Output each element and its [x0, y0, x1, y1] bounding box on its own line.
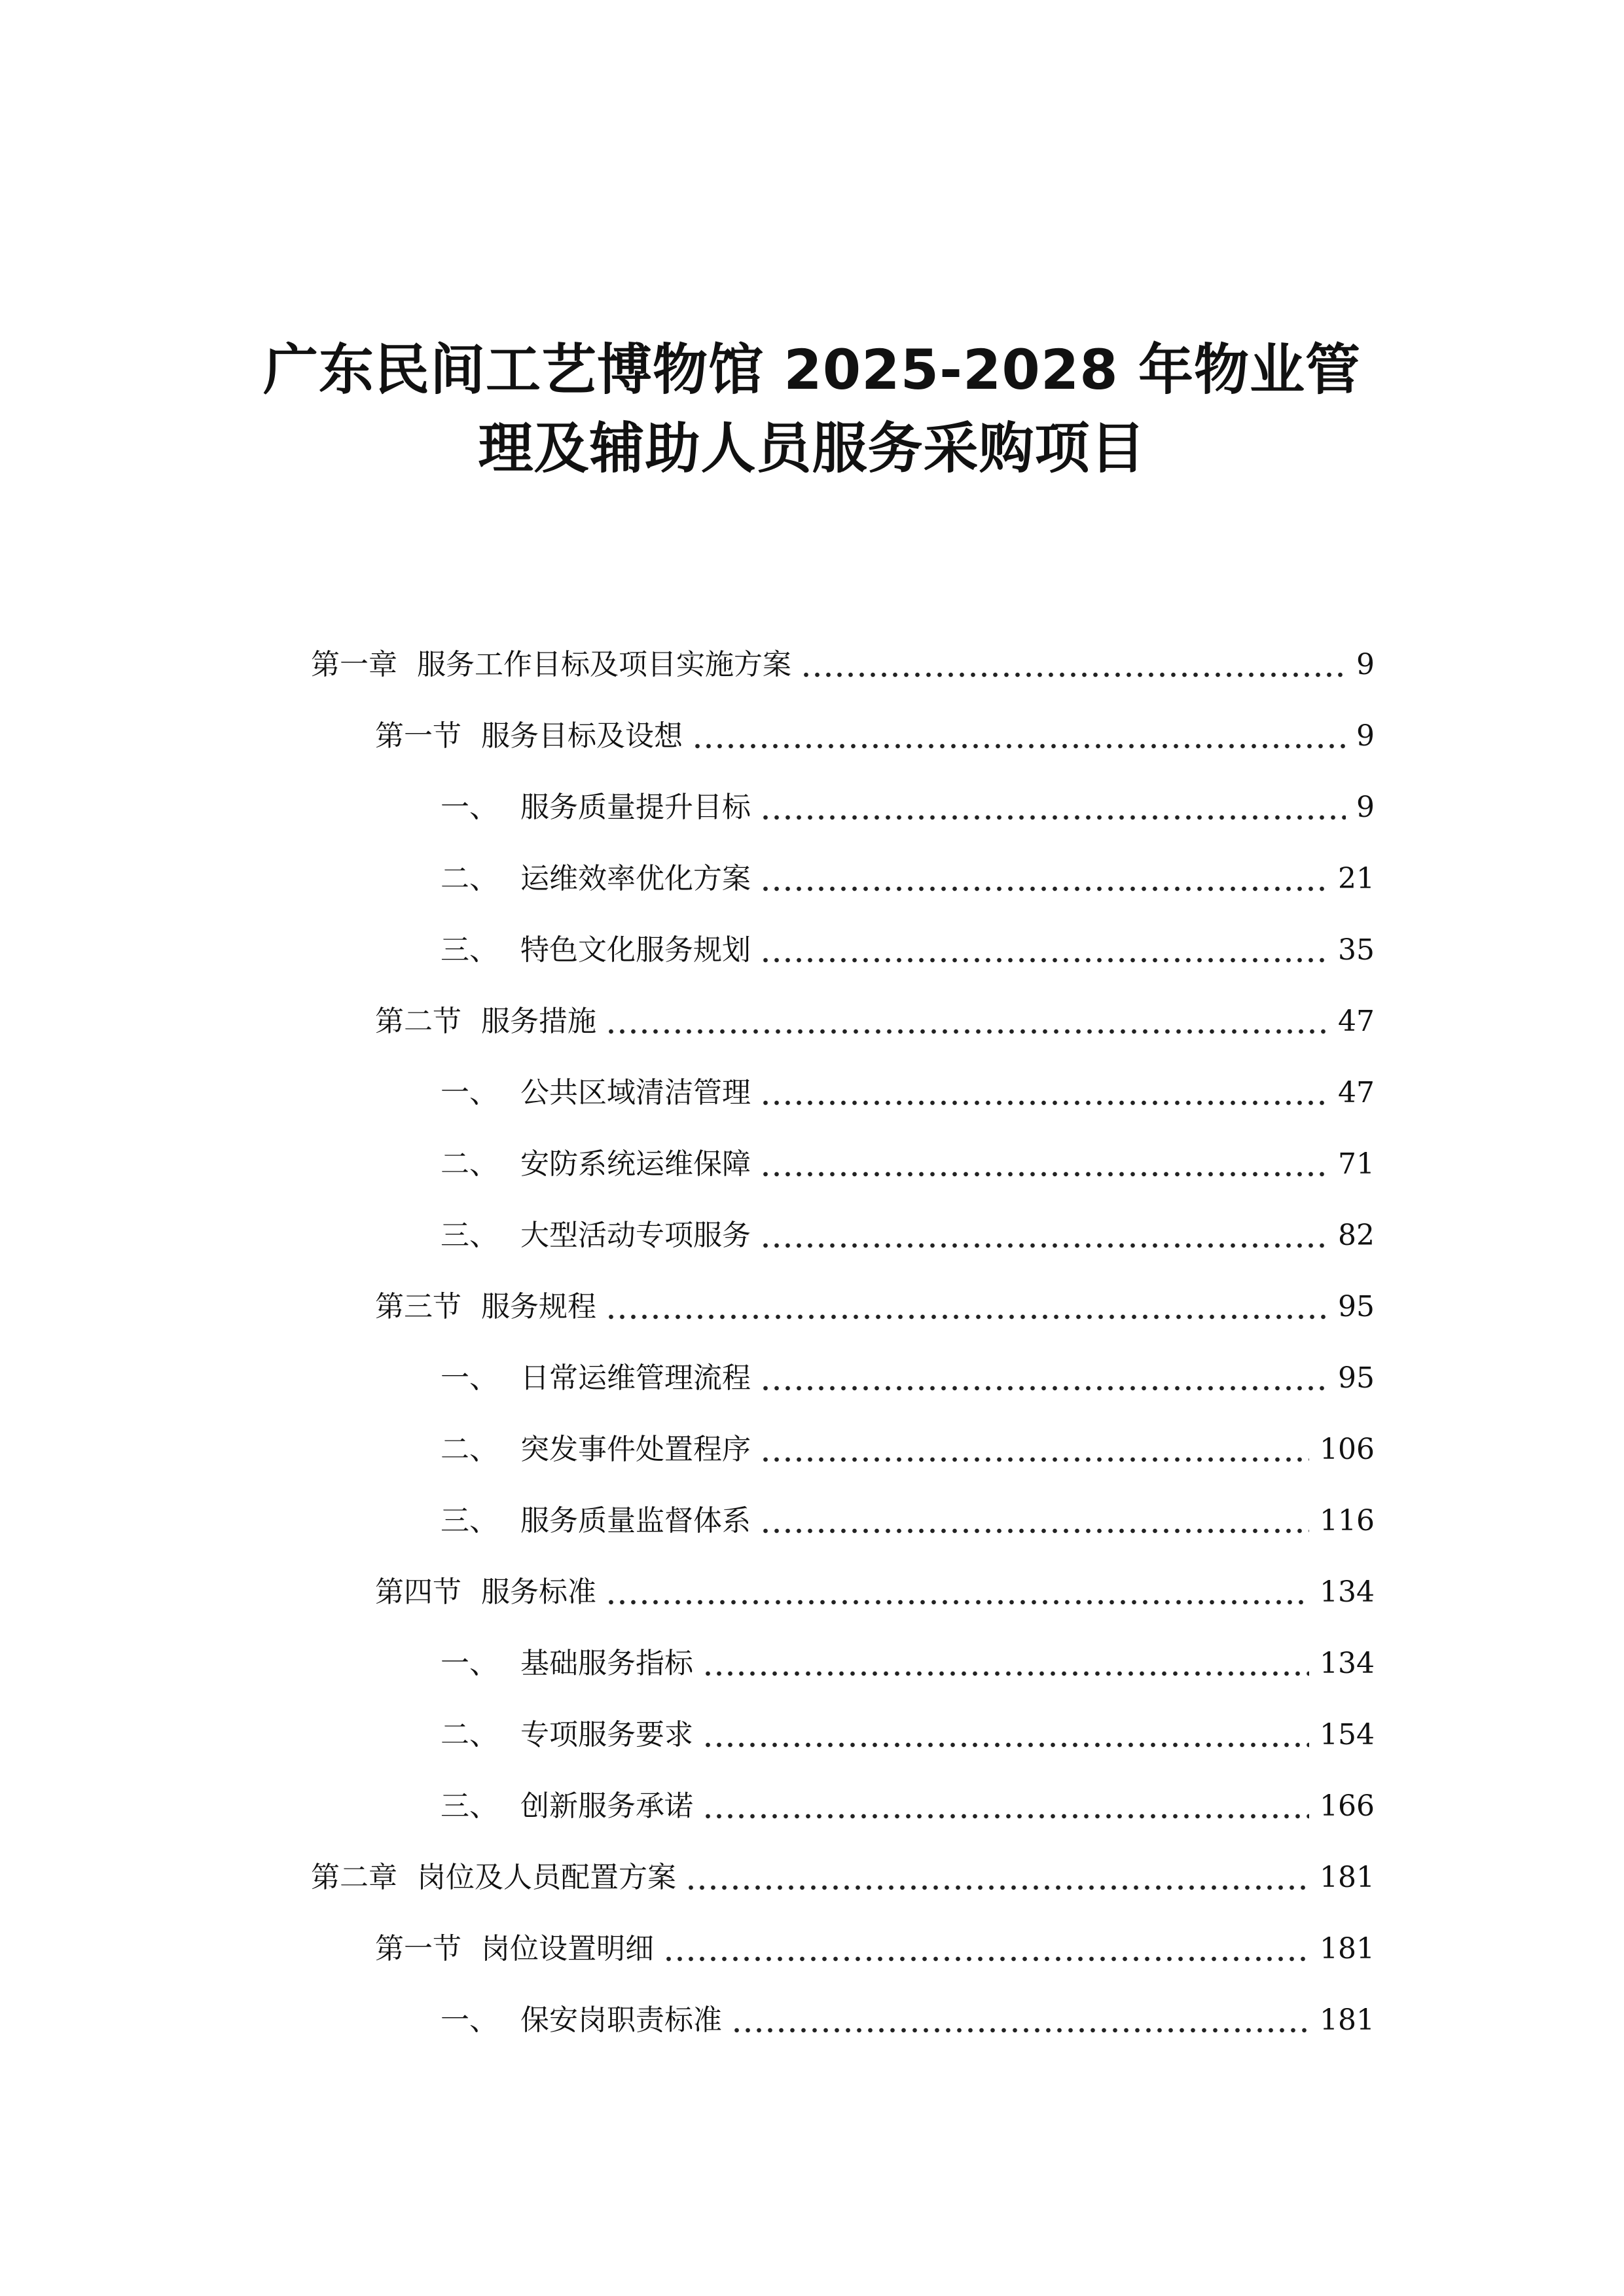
toc-entry-number: 第一章 — [311, 648, 397, 681]
toc-page-number: 35 — [1338, 933, 1375, 967]
toc-dot-leader — [760, 1210, 1327, 1262]
toc-entry-number: 三、 — [441, 1504, 498, 1537]
toc-entry-number: 二、 — [441, 862, 498, 895]
toc-entry-level-2[interactable] — [375, 1281, 1375, 1333]
toc-entry-number: 第四节 — [375, 1575, 461, 1609]
toc-page-number: 154 — [1320, 1718, 1375, 1751]
toc-dot-leader — [702, 1709, 1309, 1761]
toc-dot-leader — [663, 1923, 1309, 1975]
toc-page-number: 9 — [1356, 648, 1375, 681]
toc-dot-leader — [760, 924, 1327, 977]
toc-entry-level-3[interactable] — [441, 1424, 1375, 1476]
toc-entry-number: 一、 — [441, 1076, 498, 1109]
toc-entry-title: 服务措施 — [481, 1005, 596, 1038]
toc-dot-leader — [760, 1067, 1327, 1119]
toc-page-number: 21 — [1338, 862, 1375, 895]
toc-entry-level-3[interactable] — [441, 1638, 1375, 1690]
toc-entry-title: 创新服务承诺 — [520, 1789, 693, 1823]
toc-entry-level-3[interactable] — [441, 781, 1375, 834]
toc-entry-level-2[interactable] — [375, 1566, 1375, 1619]
toc-entry-title: 保安岗职责标准 — [520, 2003, 722, 2037]
toc-entry-number: 二、 — [441, 1718, 498, 1751]
toc-dot-leader — [731, 1994, 1309, 2047]
toc-entry-number: 第一节 — [375, 719, 461, 753]
toc-entry-level-1[interactable] — [311, 1852, 1375, 1904]
toc-entry-level-3[interactable] — [441, 1067, 1375, 1119]
toc-entry-number: 三、 — [441, 1219, 498, 1252]
toc-dot-leader — [801, 639, 1346, 691]
toc-entry-level-3[interactable] — [441, 1709, 1375, 1761]
toc-entry-number: 二、 — [441, 1147, 498, 1181]
toc-dot-leader — [760, 1495, 1309, 1547]
toc-entry-title: 服务工作目标及项目实施方案 — [417, 648, 791, 681]
toc-dot-leader — [760, 781, 1346, 834]
toc-entry-number: 第二章 — [311, 1861, 397, 1894]
toc-page-number: 95 — [1338, 1361, 1375, 1395]
toc-entry-number: 第一节 — [375, 1932, 461, 1965]
toc-page-number: 181 — [1320, 2003, 1375, 2037]
page-title — [0, 331, 1624, 488]
toc-entry-title: 服务标准 — [481, 1575, 596, 1609]
toc-page-number: 106 — [1320, 1433, 1375, 1466]
toc-entry-level-3[interactable] — [441, 1495, 1375, 1547]
toc-dot-leader — [760, 853, 1327, 905]
toc-dot-leader — [760, 1138, 1327, 1191]
toc-entry-title: 公共区域清洁管理 — [520, 1076, 751, 1109]
toc-page-number: 181 — [1320, 1932, 1375, 1965]
title-line-1: 广东民间工艺博物馆 2025-2028 年物业管 — [263, 338, 1361, 402]
toc-entry-number: 第三节 — [375, 1290, 461, 1323]
toc-dot-leader — [702, 1780, 1309, 1833]
toc-entry-title: 突发事件处置程序 — [520, 1433, 751, 1466]
toc-entry-level-1[interactable] — [311, 639, 1375, 691]
title-line-2: 理及辅助人员服务采购项目 — [478, 416, 1146, 480]
toc-page-number: 82 — [1338, 1219, 1375, 1252]
toc-entry-title: 基础服务指标 — [520, 1647, 693, 1680]
toc-entry-title: 服务质量提升目标 — [520, 791, 751, 824]
toc-entry-level-3[interactable] — [441, 1138, 1375, 1191]
toc-dot-leader — [702, 1638, 1309, 1690]
toc-entry-title: 岗位及人员配置方案 — [417, 1861, 676, 1894]
toc-page-number: 71 — [1338, 1147, 1375, 1181]
toc-entry-level-2[interactable] — [375, 996, 1375, 1048]
toc-page-number: 134 — [1320, 1647, 1375, 1680]
toc-entry-level-3[interactable] — [441, 1352, 1375, 1405]
toc-entry-number: 一、 — [441, 2003, 498, 2037]
toc-entry-level-2[interactable] — [375, 1923, 1375, 1975]
toc-page-number: 9 — [1356, 791, 1375, 824]
toc-entry-title: 岗位设置明细 — [481, 1932, 654, 1965]
toc-entry-level-3[interactable] — [441, 924, 1375, 977]
toc-entry-title: 特色文化服务规划 — [520, 933, 751, 967]
toc-page-number: 116 — [1320, 1504, 1375, 1537]
toc-dot-leader — [692, 710, 1346, 762]
toc-dot-leader — [760, 1352, 1327, 1405]
toc-entry-level-3[interactable] — [441, 1210, 1375, 1262]
toc-entry-level-2[interactable] — [375, 710, 1375, 762]
toc-dot-leader — [605, 1281, 1327, 1333]
toc-dot-leader — [685, 1852, 1309, 1904]
toc-entry-number: 一、 — [441, 1647, 498, 1680]
toc-page-number: 181 — [1320, 1861, 1375, 1894]
toc-entry-number: 三、 — [441, 933, 498, 967]
toc-entry-level-3[interactable] — [441, 853, 1375, 905]
toc-page-number: 47 — [1338, 1076, 1375, 1109]
toc-entry-title: 大型活动专项服务 — [520, 1219, 751, 1252]
toc-entry-title: 服务目标及设想 — [481, 719, 683, 753]
toc-page-number: 9 — [1356, 719, 1375, 753]
toc-entry-level-3[interactable] — [441, 1780, 1375, 1833]
toc-entry-title: 日常运维管理流程 — [520, 1361, 751, 1395]
toc-page-number: 166 — [1320, 1789, 1375, 1823]
toc-entry-number: 第二节 — [375, 1005, 461, 1038]
toc-entry-title: 专项服务要求 — [520, 1718, 693, 1751]
toc-entry-number: 一、 — [441, 791, 498, 824]
toc-entry-title: 服务质量监督体系 — [520, 1504, 751, 1537]
toc-dot-leader — [605, 1566, 1309, 1619]
toc-entry-title: 安防系统运维保障 — [520, 1147, 751, 1181]
toc-page-number: 134 — [1320, 1575, 1375, 1609]
toc-entry-title: 运维效率优化方案 — [520, 862, 751, 895]
toc-page-number: 47 — [1338, 1005, 1375, 1038]
toc-entry-number: 一、 — [441, 1361, 498, 1395]
toc-entry-level-3[interactable] — [441, 1994, 1375, 2047]
toc-entry-number: 三、 — [441, 1789, 498, 1823]
toc-page-number: 95 — [1338, 1290, 1375, 1323]
toc-dot-leader — [605, 996, 1327, 1048]
toc-entry-title: 服务规程 — [481, 1290, 596, 1323]
toc-entry-number: 二、 — [441, 1433, 498, 1466]
toc-dot-leader — [760, 1424, 1309, 1476]
